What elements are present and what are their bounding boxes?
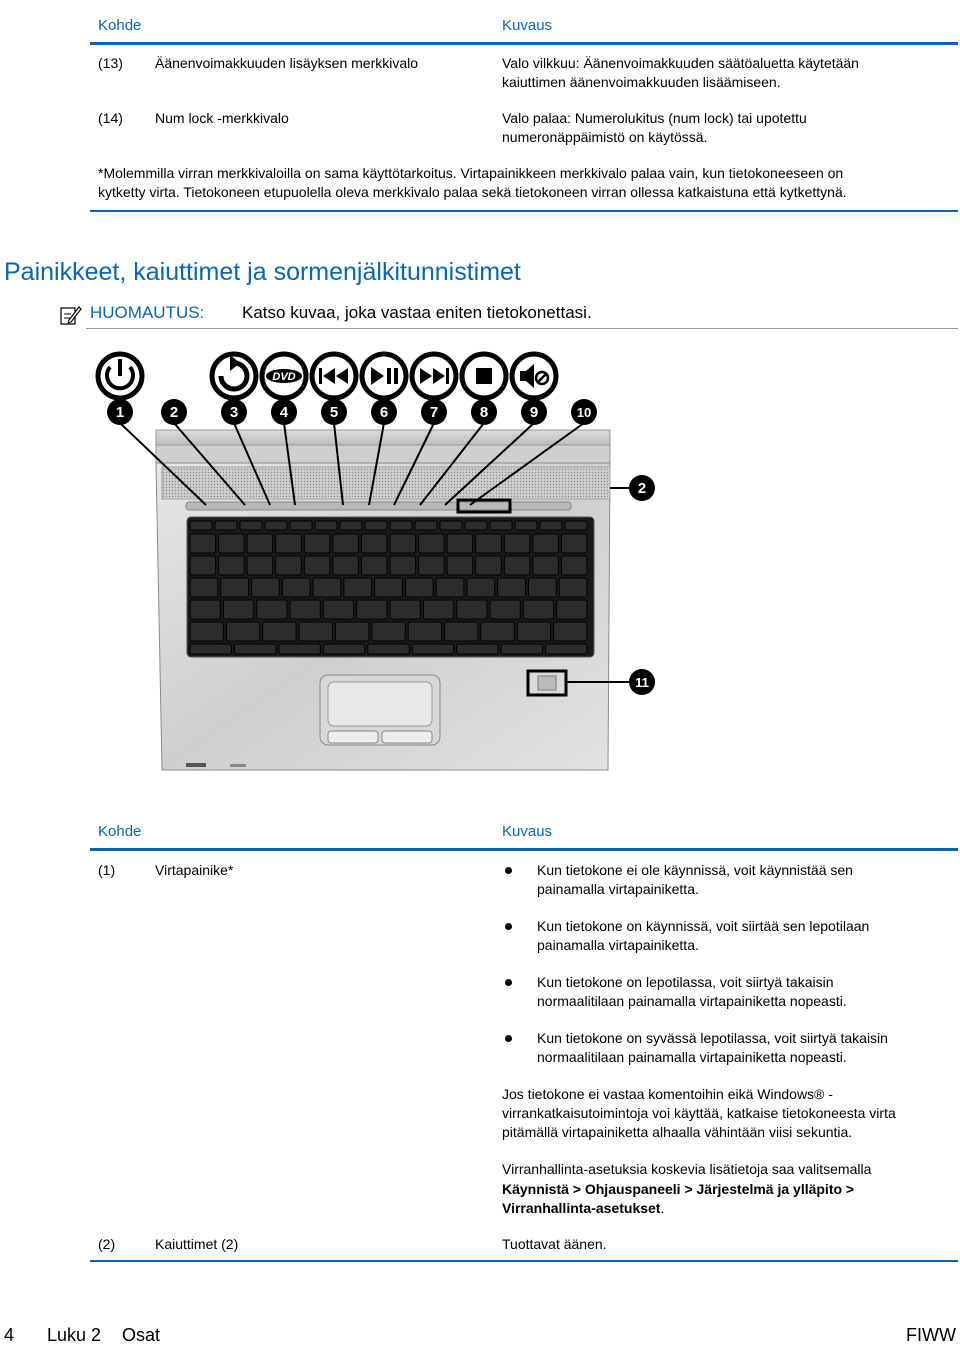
keyboard-key xyxy=(340,521,362,530)
row-item-name: Virtapainike* xyxy=(155,862,234,878)
row-number: (2) xyxy=(98,1236,116,1252)
keyboard-key xyxy=(240,521,262,530)
paragraph-line: Jos tietokone ei vastaa komentoihin eikä Windows® - xyxy=(502,1086,833,1102)
keyboard-key xyxy=(265,521,287,530)
callout-number: 6 xyxy=(379,404,389,421)
table2-header-rule xyxy=(90,848,958,851)
menu-path-last: Virranhallinta-asetukset xyxy=(502,1200,661,1216)
keyboard-key xyxy=(315,521,337,530)
table2-header-description: Kuvaus xyxy=(502,823,553,840)
row-item-name: Num lock -merkkivalo xyxy=(155,110,289,126)
keyboard-key xyxy=(375,578,403,597)
chapter-title: Osat xyxy=(122,1325,161,1345)
keyboard-key xyxy=(457,644,498,654)
row-description-line: numeronäppäimistö on käytössä. xyxy=(502,129,708,145)
keyboard-key xyxy=(390,556,416,575)
bullet-line: normaalitilaan painamalla virtapainiketta nopeasti. xyxy=(537,1049,847,1065)
callout-7 xyxy=(421,399,447,425)
keyboard-key xyxy=(290,521,312,530)
callout-4 xyxy=(271,399,297,425)
table2-header-item: Kohde xyxy=(98,823,142,840)
keyboard-key xyxy=(335,622,368,641)
callout-10 xyxy=(571,399,597,425)
keyboard-key xyxy=(247,534,273,553)
keyboard-key xyxy=(361,556,387,575)
speaker-grille xyxy=(162,467,610,499)
keyboard-key xyxy=(190,556,216,575)
row-description-line: Valo palaa: Numerolukitus (num lock) tai upotettu xyxy=(502,110,807,126)
keyboard-key xyxy=(190,578,218,597)
keyboard-key xyxy=(372,622,405,641)
previous-track-icon xyxy=(312,354,356,398)
keyboard-key xyxy=(523,600,553,619)
keyboard-key xyxy=(390,534,416,553)
keyboard-key xyxy=(333,556,359,575)
keyboard-key xyxy=(282,578,310,597)
power-icon xyxy=(98,354,142,398)
next-track-icon xyxy=(412,354,456,398)
note-rule xyxy=(86,328,958,329)
keyboard-key xyxy=(423,600,453,619)
document-code: FIWW xyxy=(906,1325,956,1345)
keyboard-key xyxy=(226,622,259,641)
stop-icon xyxy=(462,354,506,398)
keyboard-key xyxy=(504,534,530,553)
keyboard-key xyxy=(323,600,353,619)
keyboard-key xyxy=(533,534,559,553)
keyboard-key xyxy=(419,556,445,575)
callout-3 xyxy=(221,399,247,425)
paragraph-line: Virranhallinta-asetuksia koskevia lisätietoja saa valitsemalla xyxy=(502,1161,872,1177)
keyboard-key xyxy=(415,521,437,530)
keyboard-key xyxy=(365,521,387,530)
callout-number: 2 xyxy=(637,480,647,497)
callout-9 xyxy=(521,399,547,425)
bullet-line: normaalitilaan painamalla virtapainiketta nopeasti. xyxy=(537,993,847,1009)
callout-number: 3 xyxy=(229,404,239,421)
keyboard-key xyxy=(368,644,409,654)
keyboard-key xyxy=(234,644,275,654)
keyboard-key xyxy=(344,578,372,597)
keyboard-key xyxy=(290,600,320,619)
keyboard-key xyxy=(546,644,587,654)
keyboard-key xyxy=(276,556,302,575)
row-item-name: Äänenvoimakkuuden lisäyksen merkkivalo xyxy=(155,55,419,71)
keyboard-key xyxy=(476,556,502,575)
keyboard-key xyxy=(299,622,332,641)
chapter-label: Luku 2 xyxy=(47,1325,102,1345)
keyboard-key xyxy=(517,622,550,641)
bullet-line: Kun tietokone on käynnissä, voit siirtää sen lepotilaan xyxy=(537,918,870,934)
keyboard-key xyxy=(190,534,216,553)
callout-8 xyxy=(471,399,497,425)
keyboard-key xyxy=(559,578,587,597)
touchpad xyxy=(328,682,432,726)
keyboard-key xyxy=(528,578,556,597)
play-pause-icon xyxy=(362,354,406,398)
bullet-line: painamalla virtapainiketta. xyxy=(537,881,699,897)
bullet-icon xyxy=(505,1035,512,1042)
keyboard-key xyxy=(333,534,359,553)
callout-number: 2 xyxy=(169,404,179,421)
paragraph-line: virrankatkaisutoimintoja voi käyttää, katkaise tietokoneesta virta xyxy=(502,1105,896,1121)
keyboard-key xyxy=(504,556,530,575)
keyboard-key xyxy=(247,556,273,575)
keyboard-key xyxy=(304,534,330,553)
table1-header-rule xyxy=(90,42,958,45)
keyboard-key xyxy=(361,534,387,553)
keyboard-key xyxy=(498,578,526,597)
keyboard-key xyxy=(561,534,587,553)
paragraph-line: pitämällä virtapainiketta alhaalla vähintään viisi sekuntia. xyxy=(502,1124,853,1140)
row-number: (1) xyxy=(98,862,116,878)
note-text: Katso kuvaa, joka vastaa eniten tietokonettasi. xyxy=(242,303,592,322)
keyboard-key xyxy=(445,622,478,641)
keyboard-key xyxy=(540,521,562,530)
keyboard-key xyxy=(490,521,512,530)
keyboard-key xyxy=(561,556,587,575)
dvd-icon xyxy=(262,354,306,398)
keyboard-key xyxy=(412,644,453,654)
bullet-icon xyxy=(505,867,512,874)
keyboard-key xyxy=(304,556,330,575)
keyboard-key xyxy=(476,534,502,553)
table-footnote-line: kytketty virta. Tietokoneen etupuolella oleva merkkivalo palaa sekä tietokoneen virran ollessa katkaistuna että kytkettynä. xyxy=(98,184,847,200)
keyboard-key xyxy=(219,556,245,575)
callout-number: 7 xyxy=(429,404,439,421)
period: . xyxy=(660,1200,665,1216)
keyboard-key xyxy=(408,622,441,641)
row-number: (14) xyxy=(98,110,123,126)
keyboard-key xyxy=(533,556,559,575)
callout-number: 8 xyxy=(479,404,489,421)
keyboard-key xyxy=(313,578,341,597)
keyboard-key xyxy=(405,578,433,597)
keyboard-key xyxy=(457,600,487,619)
table1-header-item: Kohde xyxy=(98,17,142,34)
keyboard-key xyxy=(557,600,587,619)
row-description-line: kaiuttimen äänenvoimakkuuden lisäämiseen. xyxy=(502,74,781,90)
rotate-icon xyxy=(212,354,256,398)
keyboard-key xyxy=(219,534,245,553)
laptop-figure xyxy=(90,345,910,780)
row-item-name: Kaiuttimet (2) xyxy=(155,1236,239,1252)
callout-5 xyxy=(321,399,347,425)
keyboard-key xyxy=(223,600,253,619)
keyboard-key xyxy=(490,600,520,619)
table-footnote-line: *Molemmilla virran merkkivaloilla on sama käyttötarkoitus. Virtapainikkeen merkkivalo palaa vain, kun tietokoneeseen on xyxy=(98,165,844,181)
bullet-icon xyxy=(505,979,512,986)
row-description: Tuottavat äänen. xyxy=(502,1236,607,1252)
callout-number: 9 xyxy=(529,404,539,421)
keyboard-key xyxy=(565,521,587,530)
mute-icon xyxy=(512,354,556,398)
callout-2 xyxy=(629,475,655,501)
callout-number: 11 xyxy=(635,675,649,690)
keyboard-key xyxy=(501,644,542,654)
page-number: 4 xyxy=(4,1325,15,1345)
callout-11 xyxy=(629,669,655,695)
keyboard-key xyxy=(554,622,587,641)
callout-1 xyxy=(107,399,133,425)
keyboard-key xyxy=(323,644,364,654)
keyboard-key xyxy=(447,556,473,575)
callout-number: 4 xyxy=(279,404,289,421)
keyboard-key xyxy=(263,622,296,641)
keyboard-key xyxy=(257,600,287,619)
bullet-line: Kun tietokone on lepotilassa, voit siirtyä takaisin xyxy=(537,974,834,990)
keyboard-key xyxy=(190,644,231,654)
menu-path-line: Käynnistä > Ohjauspaneeli > Järjestelmä ja ylläpito > xyxy=(502,1181,855,1197)
keyboard-key xyxy=(440,521,462,530)
keyboard-key xyxy=(190,600,220,619)
keyboard-key xyxy=(190,622,223,641)
keyboard-key xyxy=(436,578,464,597)
keyboard-key xyxy=(481,622,514,641)
keyboard-key xyxy=(390,600,420,619)
keyboard-key xyxy=(252,578,280,597)
keyboard-key xyxy=(276,534,302,553)
callout-6 xyxy=(371,399,397,425)
keyboard-key xyxy=(390,521,412,530)
row-number: (13) xyxy=(98,55,123,71)
keyboard-key xyxy=(357,600,387,619)
table1-header-description: Kuvaus xyxy=(502,17,553,34)
keyboard-key xyxy=(467,578,495,597)
bullet-icon xyxy=(505,923,512,930)
keyboard-key xyxy=(447,534,473,553)
keyboard-key xyxy=(515,521,537,530)
table2-bottom-rule xyxy=(90,1260,958,1262)
bullet-line: Kun tietokone ei ole käynnissä, voit käynnistää sen xyxy=(537,862,853,878)
note-pencil-icon xyxy=(60,304,82,326)
keyboard-key xyxy=(279,644,320,654)
note-label: HUOMAUTUS: xyxy=(90,303,205,322)
row-description-line: Valo vilkkuu: Äänenvoimakkuuden säätöaluetta käytetään xyxy=(502,55,859,71)
callout-2 xyxy=(161,399,187,425)
dvd-label: DVD xyxy=(272,371,296,383)
bullet-line: Kun tietokone on syvässä lepotilassa, voit siirtyä takaisin xyxy=(537,1030,888,1046)
keyboard-key xyxy=(221,578,249,597)
keyboard-key xyxy=(419,534,445,553)
menu-path-end xyxy=(502,1199,664,1218)
callout-number: 5 xyxy=(329,404,339,421)
section-title: Painikkeet, kaiuttimet ja sormenjälkitunnistimet xyxy=(4,258,521,286)
callout-number: 1 xyxy=(115,404,125,421)
bullet-line: painamalla virtapainiketta. xyxy=(537,937,699,953)
keyboard-key xyxy=(465,521,487,530)
keyboard-key xyxy=(190,521,212,530)
keyboard-key xyxy=(215,521,237,530)
callout-number: 10 xyxy=(576,405,592,420)
table1-bottom-rule xyxy=(90,210,958,212)
